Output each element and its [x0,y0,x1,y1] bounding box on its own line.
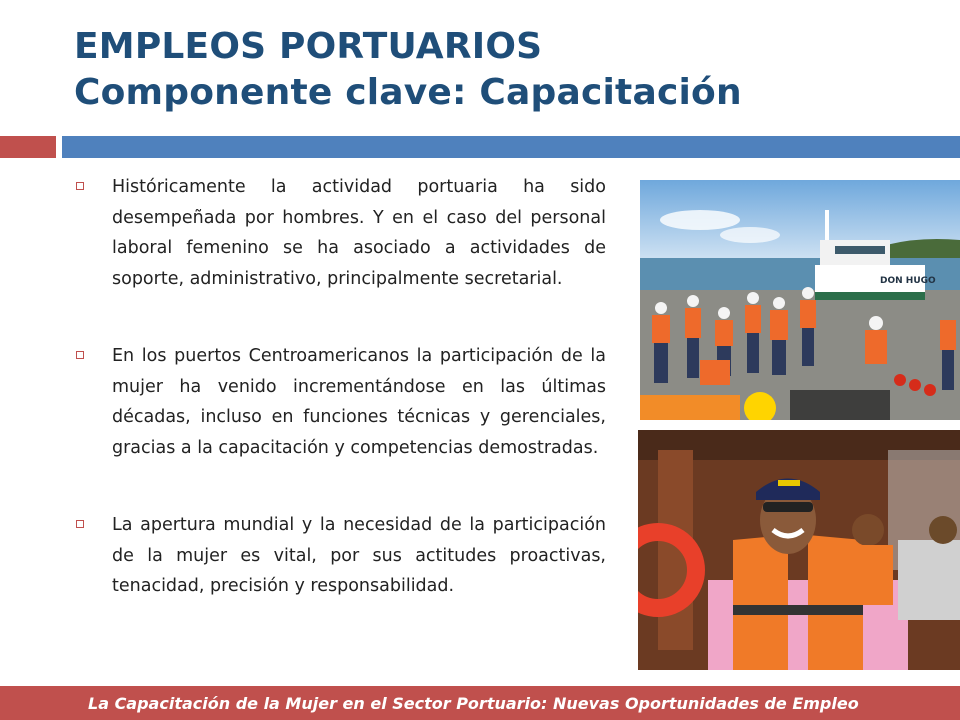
bullet-list [74,172,606,602]
footer-text: La Capacitación de la Mujer en el Sector Portuario: Nuevas Oportunidades de Empleo [88,694,859,713]
footer-bar [0,686,960,720]
slide-title [74,24,934,116]
header-band-blue [62,136,960,158]
bullet-square-icon [76,351,84,359]
bullet-text: La apertura mundial y la necesidad de la participación de la mujer es vital, por sus actitudes proactivas, tenacidad, precisión y responsabilidad. [112,515,606,596]
bullet-item [74,172,606,294]
bullet-item [74,341,606,463]
boat-name-label: DON HUGO [880,276,936,286]
bullet-square-icon [76,520,84,528]
woman-life-vest-photo [638,430,960,670]
bullet-item [74,510,606,602]
dock-workers-photo [640,180,960,420]
bullet-text: Históricamente la actividad portuaria ha sido desempeñada por hombres. Y en el caso del personal laboral femenino se ha asociado a actividades de soporte, administrativo, principalmente secretarial. [112,177,606,289]
title-line-1: EMPLEOS PORTUARIOS [74,26,543,67]
bullet-square-icon [76,182,84,190]
header-band-red [0,136,56,158]
title-line-2: Componente clave: Capacitación [74,72,742,113]
bullet-text: En los puertos Centroamericanos la participación de la mujer ha venido incrementándose en las últimas décadas, incluso en funciones técnicas y gerenciales, gracias a la capacitación y competencias demostradas. [112,346,606,458]
